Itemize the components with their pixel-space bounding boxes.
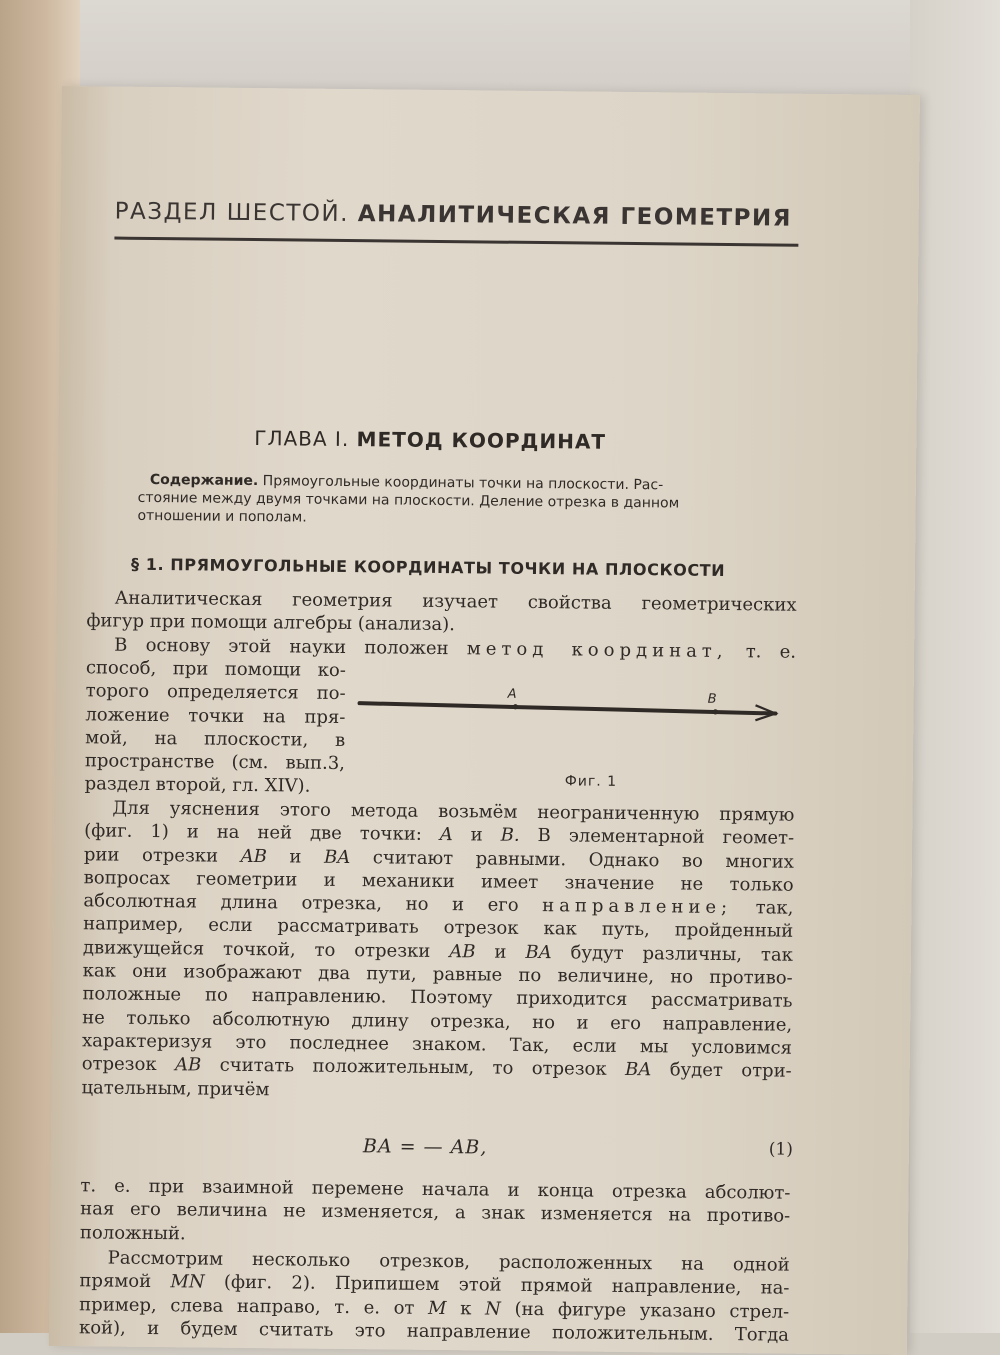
summary-line: стояние между двумя точками на плоскости. Деление отрезка в данном bbox=[137, 489, 680, 512]
summary-line: отношении и пополам. bbox=[137, 507, 307, 526]
text-line: отрезок AB считать положительным, то отрезок BA будет отри- bbox=[81, 1053, 792, 1082]
formula-1 bbox=[81, 1132, 793, 1165]
text-line: положный. bbox=[79, 1221, 186, 1244]
text-line: положные по направлению. Поэтому приходится рассматривать bbox=[82, 983, 793, 1013]
figure-caption: Фиг. 1 bbox=[564, 773, 618, 790]
text-line: движущейся точкой, то отрезки AB и BA будут различны, так bbox=[82, 937, 794, 966]
text-line: (фиг. 1) и на ней две точки: A и B. В элементарной геомет- bbox=[84, 820, 795, 850]
text-line: например, если рассматривать отрезок как путь, пройденный bbox=[83, 913, 794, 943]
point-b-label: B bbox=[707, 691, 717, 707]
after-formula-text bbox=[80, 1174, 791, 1251]
text-line: кой), и будем считать это направление положительным. Тогда bbox=[78, 1317, 790, 1346]
background-top bbox=[0, 0, 1000, 100]
intro-text bbox=[86, 586, 797, 663]
text-line: раздел второй, гл. XIV). bbox=[84, 773, 311, 798]
summary-line: Прямоугольные координаты точки на плоскости. Рас- bbox=[262, 473, 664, 494]
text-line: цательным, причём bbox=[81, 1076, 270, 1100]
text-line: ложение точки на пря- bbox=[85, 703, 346, 728]
text-line: Для уяснения этого метода возьмём неограниченную прямую bbox=[112, 797, 795, 826]
text-line: пространстве (см. вып.3, bbox=[84, 750, 346, 775]
text-line: торого определяется по- bbox=[85, 680, 346, 705]
chapter-prefix: ГЛАВА I. bbox=[254, 426, 350, 452]
text-line: характеризуя это последнее знаком. Так, если мы условимся bbox=[81, 1030, 793, 1059]
figure-1-diagram bbox=[355, 679, 796, 774]
text-line: как они изображают два пути, равные по величине, но противо- bbox=[82, 960, 793, 989]
text-line: рии отрезки AB и BA считают равными. Однако во многих bbox=[83, 843, 794, 873]
figure-1 bbox=[355, 679, 796, 794]
text-line: т. е. при взаимной перемене начала и конца отрезка абсолют- bbox=[80, 1175, 791, 1204]
formula-expression: BA = — AB, bbox=[362, 1135, 488, 1159]
paragraph-title: § 1. ПРЯМОУГОЛЬНЫЕ КООРДИНАТЫ ТОЧКИ НА ПЛОСКОСТИ bbox=[130, 554, 726, 580]
text-line: абсолютная длина отрезка, но и его направление; так, bbox=[83, 890, 794, 919]
text-line: пример, слева направо, т. е. от M к N (на фигуре указано стрел- bbox=[79, 1293, 790, 1323]
text-line: мой, на плоскости, в bbox=[85, 727, 346, 751]
text-line: В основу этой науки положен метод координат, т. е. bbox=[114, 634, 797, 663]
text-line: ная его величина не изменяется, а знак изменяется на противо- bbox=[80, 1198, 791, 1227]
text-line: Рассмотрим несколько отрезков, расположенных на одной bbox=[107, 1247, 790, 1276]
summary-label: Содержание. bbox=[149, 471, 259, 490]
chapter-summary bbox=[137, 471, 802, 532]
body-text bbox=[81, 796, 794, 1106]
text-line: прямой MN (фиг. 2). Припишем этой прямой направление, на- bbox=[79, 1270, 790, 1299]
section-title-part2: АНАЛИТИЧЕСКАЯ ГЕОМЕТРИЯ bbox=[357, 201, 793, 232]
text-line: не только абсолютную длину отрезка, но и его направление, bbox=[82, 1006, 793, 1036]
book-page bbox=[49, 86, 920, 1355]
text-line: Аналитическая геометрия изучает свойства геометрических bbox=[114, 587, 797, 616]
text-line: способ, при помощи ко- bbox=[85, 657, 347, 682]
chapter-title bbox=[254, 426, 606, 454]
text-line: вопросах геометрии и механики имеет значение не только bbox=[83, 867, 794, 896]
section-title-part1: РАЗДЕЛ ШЕСТОЙ. bbox=[114, 198, 350, 228]
text-line: фигур при помощи алгебры (анализа). bbox=[86, 610, 456, 636]
background-right bbox=[910, 0, 1000, 1333]
section-title bbox=[115, 199, 805, 232]
point-a-label: A bbox=[507, 686, 517, 702]
chapter-name: МЕТОД КООРДИНАТ bbox=[356, 427, 607, 454]
wrapped-text bbox=[85, 656, 346, 798]
last-paragraph bbox=[79, 1246, 790, 1347]
formula-number: (1) bbox=[768, 1139, 794, 1160]
section-rule bbox=[114, 237, 798, 247]
